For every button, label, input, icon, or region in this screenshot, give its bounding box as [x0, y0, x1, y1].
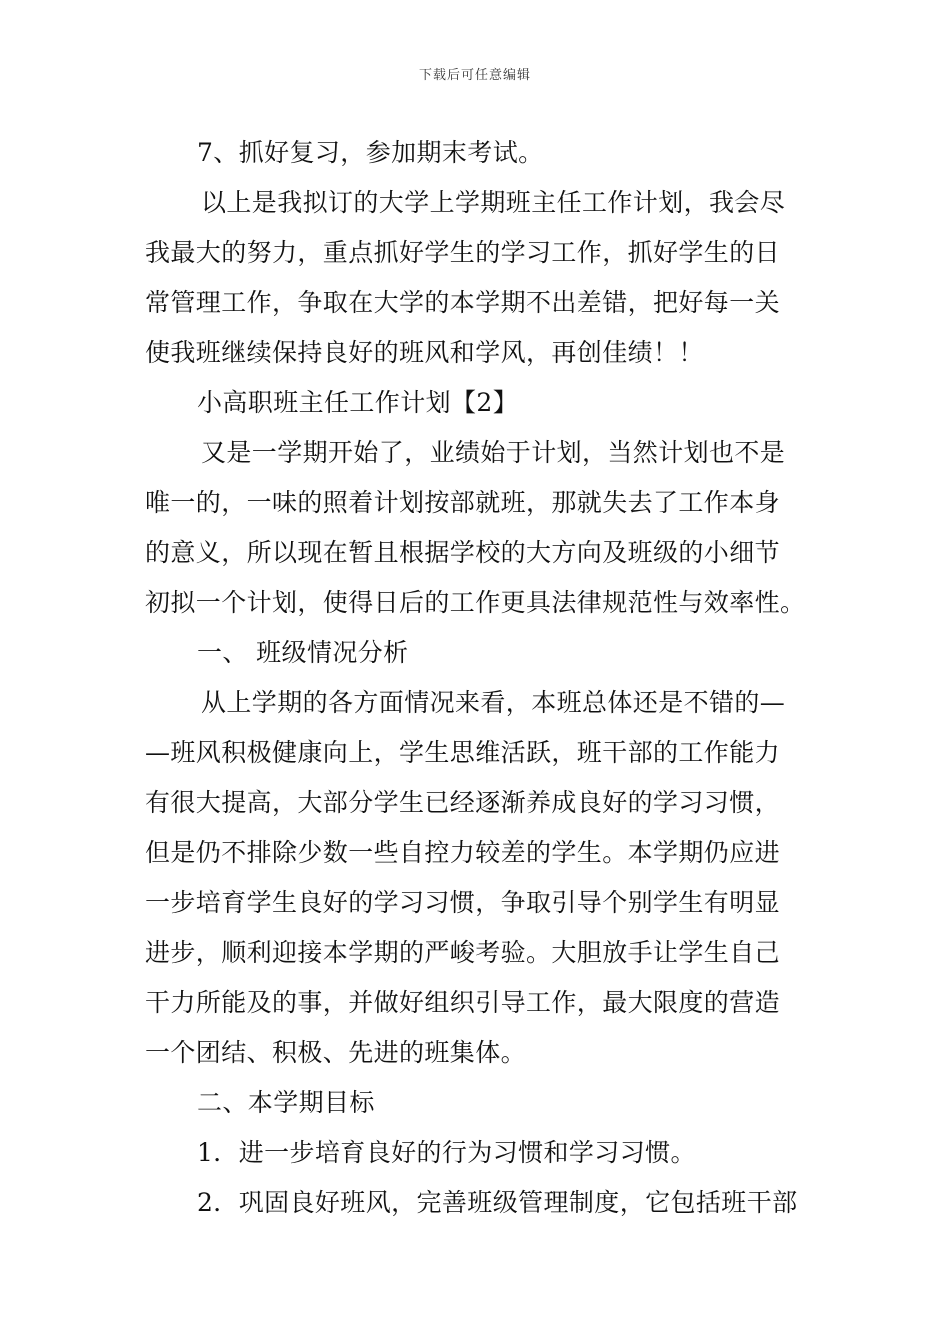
- paragraph-line: 进步，顺利迎接本学期的严峻考验。大胆放手让学生自己: [145, 938, 781, 967]
- paragraph-line: 我最大的努力，重点抓好学生的学习工作，抓好学生的日: [145, 238, 781, 267]
- paragraph-line: 干力所能及的事，并做好组织引导工作，最大限度的营造: [145, 988, 781, 1017]
- paragraph-line: 有很大提高，大部分学生已经逐渐养成良好的学习习惯，: [145, 788, 781, 817]
- page-header-note: 下载后可任意编辑: [418, 68, 531, 83]
- paragraph-line: 常管理工作，争取在大学的本学期不出差错，把好每一关: [145, 288, 781, 317]
- paragraph-line: 唯一的，一味的照着计划按部就班，那就失去了工作本身: [145, 488, 781, 517]
- paragraph-line: 的意义，所以现在暂且根据学校的大方向及班级的小细节: [145, 538, 781, 567]
- paragraph-line: 以上是我拟订的大学上学期班主任工作计划，我会尽: [201, 188, 786, 217]
- section-title: 小高职班主任工作计划【2】: [197, 388, 519, 417]
- paragraph-line: 使我班继续保持良好的班风和学风，再创佳绩！！: [145, 338, 704, 367]
- paragraph-line: 又是一学期开始了，业绩始于计划，当然计划也不是: [201, 438, 786, 467]
- text-line: 7、抓好复习，参加期末考试。: [197, 138, 544, 167]
- list-item: 2．巩固良好班风，完善班级管理制度，它包括班干部: [197, 1188, 798, 1217]
- section-heading: 二、本学期目标: [197, 1088, 375, 1117]
- paragraph-line: 一步培育学生良好的学习习惯，争取引导个别学生有明显: [145, 888, 781, 917]
- paragraph-line: 从上学期的各方面情况来看，本班总体还是不错的—: [201, 688, 786, 717]
- paragraph-line: 但是仍不排除少数一些自控力较差的学生。本学期仍应进: [145, 838, 781, 867]
- document-body: [145, 128, 809, 1228]
- paragraph-line: —班风积极健康向上，学生思维活跃，班干部的工作能力: [145, 738, 781, 767]
- paragraph-line: 一个团结、积极、先进的班集体。: [145, 1038, 527, 1067]
- list-item: 1．进一步培育良好的行为习惯和学习习惯。: [197, 1138, 696, 1167]
- section-heading: 一、 班级情况分析: [197, 638, 409, 667]
- paragraph-line: 初拟一个计划，使得日后的工作更具法律规范性与效率性。: [145, 588, 806, 617]
